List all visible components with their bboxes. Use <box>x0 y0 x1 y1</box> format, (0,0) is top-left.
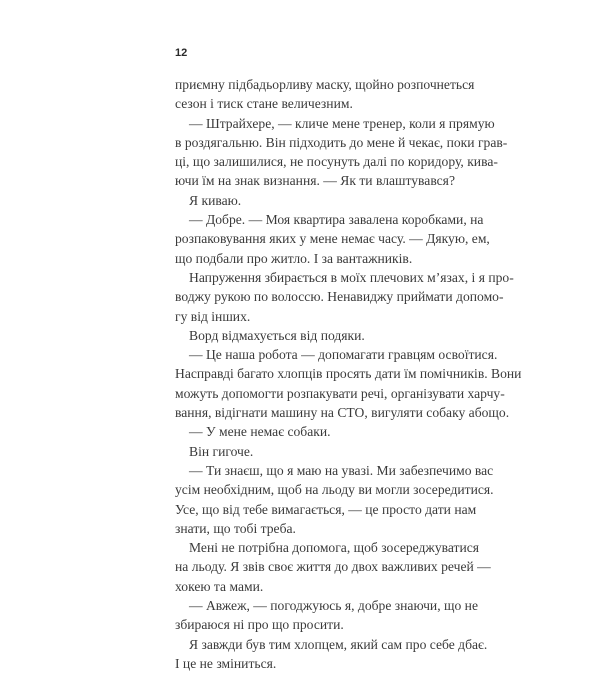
body-text <box>175 75 522 673</box>
text-line: ючи їм на знак визнання. — Як ти влаштувався? <box>175 173 455 189</box>
text-line: І це не зміниться. <box>175 655 277 671</box>
text-line: — Штрайхере, — кличе мене тренер, коли я прямую <box>189 115 495 131</box>
text-line: на льоду. Я звів своє життя до двох важливих речей — <box>175 559 491 575</box>
text-line: Він гигоче. <box>189 443 254 459</box>
text-line: Я завжди був тим хлопцем, який сам про себе дбає. <box>189 636 488 652</box>
text-line: усім необхідним, щоб на льоду ви могли зосередитися. <box>175 482 494 498</box>
text-line: збираюся ні про що просити. <box>175 617 344 633</box>
text-line: воджу рукою по волоссю. Ненавиджу приймати допомо- <box>175 289 504 305</box>
text-line: що подбали про житло. І за вантажників. <box>175 250 413 266</box>
text-line: знати, що тобі треба. <box>175 520 296 536</box>
text-line: можуть допомогти розпакувати речі, організувати харчу- <box>175 385 505 401</box>
text-line: — Ти знаєш, що я маю на увазі. Ми забезпечимо вас <box>189 462 494 478</box>
text-line: ці, що залишилися, не посунуть далі по коридору, кива- <box>175 154 498 170</box>
text-line: Мені не потрібна допомога, щоб зосереджуватися <box>189 540 480 556</box>
text-line: хокею та мами. <box>175 578 264 594</box>
text-line: — Добре. — Моя квартира завалена коробками, на <box>189 212 484 228</box>
text-line: сезон і тиск стане величезним. <box>175 96 353 112</box>
text-line: — Це наша робота — допомагати гравцям освоїтися. <box>189 347 498 363</box>
text-line: Усе, що від тебе вимагається, — це просто дати нам <box>175 501 477 517</box>
text-line: — Авжеж, — погоджуюсь я, добре знаючи, що не <box>189 598 478 614</box>
text-line: Насправді багато хлопців просять дати їм помічників. Вони <box>175 366 522 382</box>
text-line: Ворд відмахується від подяки. <box>189 327 365 343</box>
text-line: розпаковування яких у мене немає часу. — Дякую, ем, <box>175 231 490 247</box>
page-number: 12 <box>175 47 188 59</box>
text-line: приємну підбадьорливу маску, щойно розпочнеться <box>175 77 475 92</box>
text-line: — У мене немає собаки. <box>189 424 331 440</box>
text-line: гу від інших. <box>175 308 251 324</box>
text-line: вання, відігнати машину на СТО, вигуляти собаку абощо. <box>175 405 510 421</box>
text-line: в роздягальню. Він підходить до мене й чекає, поки грав- <box>175 134 508 150</box>
text-line: Напруження збирається в моїх плечових м’язах, і я про- <box>189 269 514 285</box>
text-line: Я киваю. <box>189 192 242 208</box>
